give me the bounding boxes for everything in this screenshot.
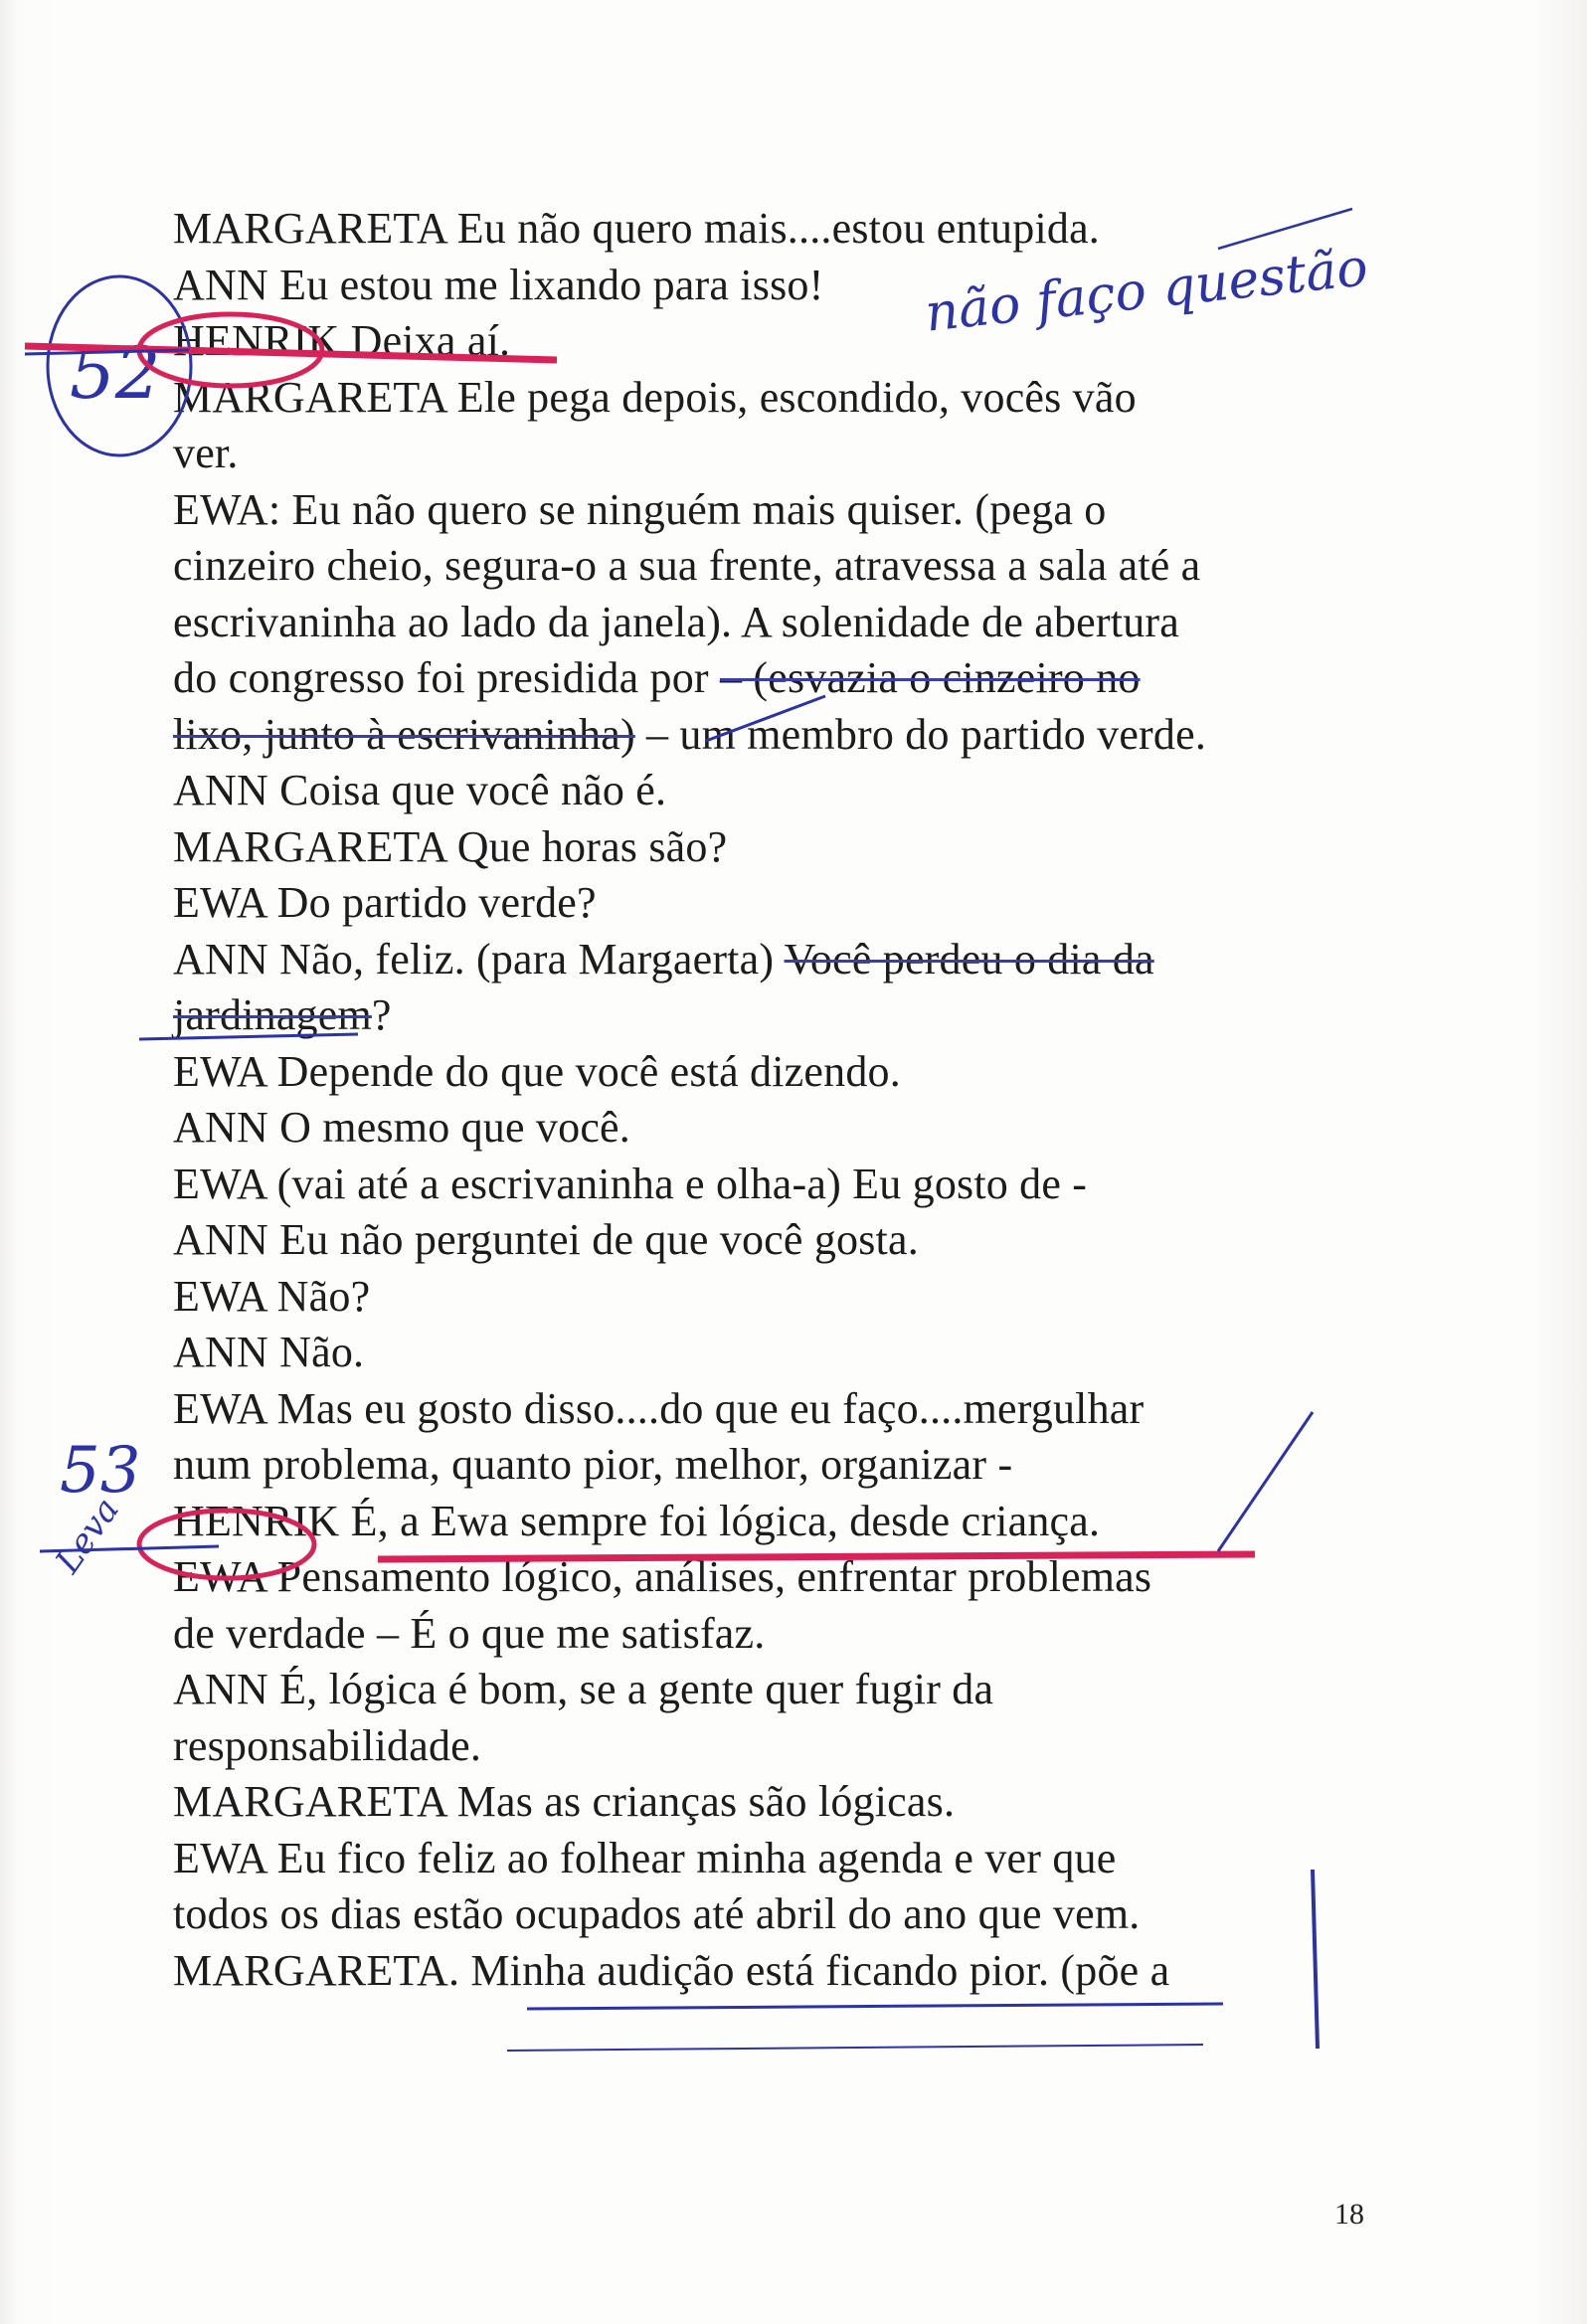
script-line: MARGARETA Eu não quero mais....estou entupida.	[173, 204, 1100, 253]
number-52: 52	[70, 331, 161, 415]
struck-text: – (esvazia o cinzeiro no	[719, 653, 1141, 702]
script-line: responsabilidade.	[173, 1720, 482, 1770]
line-text: ANN Não, feliz. (para Margaerta)	[173, 934, 785, 983]
script-line: EWA (vai até a escrivaninha e olha-a) Eu gosto de -	[173, 1159, 1088, 1208]
script-line: EWA: Eu não quero se ninguém mais quiser. (pega o	[173, 484, 1107, 534]
script-line	[173, 932, 1366, 988]
script-line: ANN Eu estou me lixando para isso!	[173, 260, 824, 309]
struck-text: Você perdeu o dia da	[784, 934, 1154, 983]
script-line: ANN É, lógica é bom, se a gente quer fugir da	[173, 1665, 994, 1713]
script-line: ver.	[173, 429, 239, 477]
blue-underline-bottom-1	[527, 2004, 1223, 2009]
note-nao-faco-questao: não faço questão	[922, 238, 1371, 344]
script-line: ANN O mesmo que você.	[173, 1103, 630, 1152]
script-line	[173, 707, 1366, 764]
script-line	[173, 987, 1366, 1044]
struck-text: jardinagem	[173, 990, 372, 1039]
script-body	[173, 201, 1366, 1999]
script-line: MARGARETA. Minha audição está ficando pior. (põe a	[173, 1945, 1170, 1995]
line-text: ?	[371, 990, 392, 1039]
script-line: EWA Mas eu gosto disso....do que eu faço....mergulhar	[173, 1383, 1145, 1433]
script-line: EWA Depende do que você está dizendo.	[173, 1046, 901, 1096]
line-text: – um membro do partido verde.	[634, 709, 1207, 759]
script-line	[173, 650, 1366, 707]
script-line: EWA Não?	[173, 1271, 371, 1321]
script-line: MARGARETA Que horas são?	[173, 821, 728, 871]
circle-52	[48, 276, 191, 455]
script-line: MARGARETA Mas as crianças são lógicas.	[173, 1777, 956, 1826]
script-line: de verdade – É o que me satisfaz.	[173, 1608, 766, 1658]
script-line: cinzeiro cheio, segura-o a sua frente, atravessa a sala até a	[173, 541, 1201, 590]
number-53: 53	[60, 1434, 141, 1508]
blue-underline-bottom-2	[507, 2045, 1203, 2051]
bleed-through-text	[327, 119, 341, 164]
note-leva: Leva	[48, 1491, 127, 1581]
page-number: 18	[1334, 2198, 1364, 2231]
script-line: HENRIK É, a Ewa sempre foi lógica, desde criança.	[173, 1496, 1101, 1545]
blue-lead-line-1	[25, 350, 189, 354]
script-line: HENRIK Deixa aí.	[173, 316, 511, 365]
script-line: MARGARETA Ele pega depois, escondido, vocês vão	[173, 372, 1137, 422]
script-line: EWA Eu fico feliz ao folhear minha agenda e ver que	[173, 1833, 1117, 1882]
script-line: todos os dias estão ocupados até abril do ano que vem.	[173, 1889, 1141, 1938]
script-line: num problema, quanto pior, melhor, organizar -	[173, 1440, 1013, 1489]
struck-text: lixo, junto à escrivaninha)	[173, 709, 635, 759]
script-line: ANN Não.	[173, 1328, 365, 1376]
script-line: ANN Eu não perguntei de que você gosta.	[173, 1215, 919, 1264]
line-text: do congresso foi presidida por	[173, 653, 720, 702]
script-line: EWA Pensamento lógico, análises, enfrentar problemas	[173, 1552, 1152, 1601]
script-line: EWA Do partido verde?	[173, 878, 597, 927]
script-line: escrivaninha ao lado da janela). A solenidade de abertura	[173, 597, 1179, 646]
script-line: ANN Coisa que você não é.	[173, 766, 667, 814]
